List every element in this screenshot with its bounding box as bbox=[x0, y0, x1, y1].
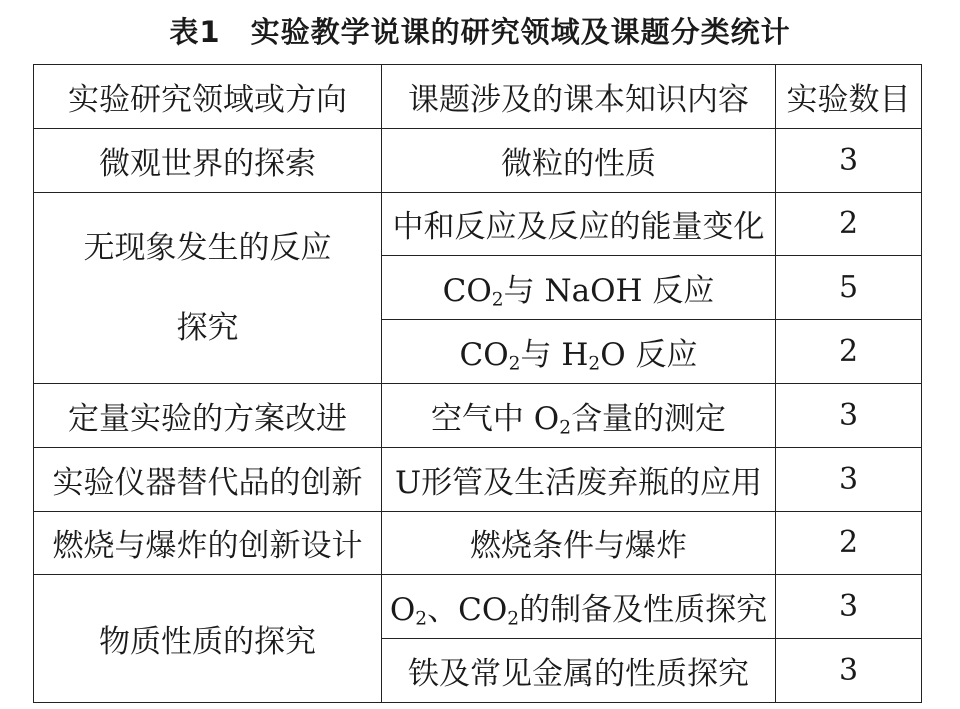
count-cell: 3 bbox=[776, 447, 922, 511]
count-cell: 3 bbox=[776, 128, 922, 192]
table-row bbox=[34, 192, 922, 256]
formula-part: 含量的测定 bbox=[571, 400, 727, 437]
count-cell: 3 bbox=[776, 575, 922, 639]
formula-subscript: 2 bbox=[507, 608, 520, 630]
header-count: 实验数目 bbox=[776, 65, 922, 129]
formula-part: O bbox=[389, 591, 416, 628]
table-row bbox=[34, 575, 922, 639]
field-cell: 物质性质的探究 bbox=[34, 575, 382, 703]
formula-part: 与 NaOH 反应 bbox=[503, 272, 715, 309]
formula-part: CO bbox=[459, 336, 509, 373]
table-header-row bbox=[34, 65, 922, 129]
formula-part: O 反应 bbox=[600, 336, 698, 373]
formula-part: 的制备及性质探究 bbox=[519, 591, 768, 628]
content-cell: 燃烧条件与爆炸 bbox=[382, 511, 776, 575]
field-cell: 实验仪器替代品的创新 bbox=[34, 447, 382, 511]
content-cell: 铁及常见金属的性质探究 bbox=[382, 639, 776, 703]
header-content: 课题涉及的课本知识内容 bbox=[382, 65, 776, 129]
count-cell: 5 bbox=[776, 256, 922, 320]
content-cell: U形管及生活废弃瓶的应用 bbox=[382, 447, 776, 511]
formula-part: CO bbox=[442, 272, 492, 309]
table-row bbox=[34, 511, 922, 575]
field-cell: 微观世界的探索 bbox=[34, 128, 382, 192]
table-row bbox=[34, 383, 922, 447]
field-line-2: 探究 bbox=[176, 309, 239, 346]
table-title: 实验教学说课的研究领域及课题分类统计 bbox=[250, 15, 791, 49]
field-cell: 燃烧与爆炸的创新设计 bbox=[34, 511, 382, 575]
formula-subscript: 2 bbox=[559, 417, 572, 439]
content-cell: 微粒的性质 bbox=[382, 128, 776, 192]
content-cell bbox=[382, 256, 776, 320]
field-line-1: 无现象发生的反应 bbox=[83, 229, 332, 266]
table-row bbox=[34, 447, 922, 511]
table-number: 表1 bbox=[169, 15, 221, 49]
content-cell: 中和反应及反应的能量变化 bbox=[382, 192, 776, 256]
count-cell: 2 bbox=[776, 320, 922, 384]
table-caption bbox=[0, 10, 960, 51]
count-cell: 2 bbox=[776, 192, 922, 256]
field-cell bbox=[34, 192, 382, 383]
content-cell bbox=[382, 383, 776, 447]
statistics-table bbox=[33, 64, 922, 703]
field-cell: 定量实验的方案改进 bbox=[34, 383, 382, 447]
formula-subscript: 2 bbox=[415, 608, 428, 630]
header-field: 实验研究领域或方向 bbox=[34, 65, 382, 129]
formula-part: 、CO bbox=[427, 591, 508, 628]
formula-part: 空气中 O bbox=[430, 400, 560, 437]
count-cell: 3 bbox=[776, 383, 922, 447]
formula-subscript: 2 bbox=[508, 353, 521, 375]
content-cell bbox=[382, 575, 776, 639]
count-cell: 2 bbox=[776, 511, 922, 575]
formula-part: 与 H bbox=[520, 336, 589, 373]
formula-subscript: 2 bbox=[491, 289, 504, 311]
formula-subscript: 2 bbox=[588, 353, 601, 375]
table-row bbox=[34, 128, 922, 192]
content-cell bbox=[382, 320, 776, 384]
count-cell: 3 bbox=[776, 639, 922, 703]
